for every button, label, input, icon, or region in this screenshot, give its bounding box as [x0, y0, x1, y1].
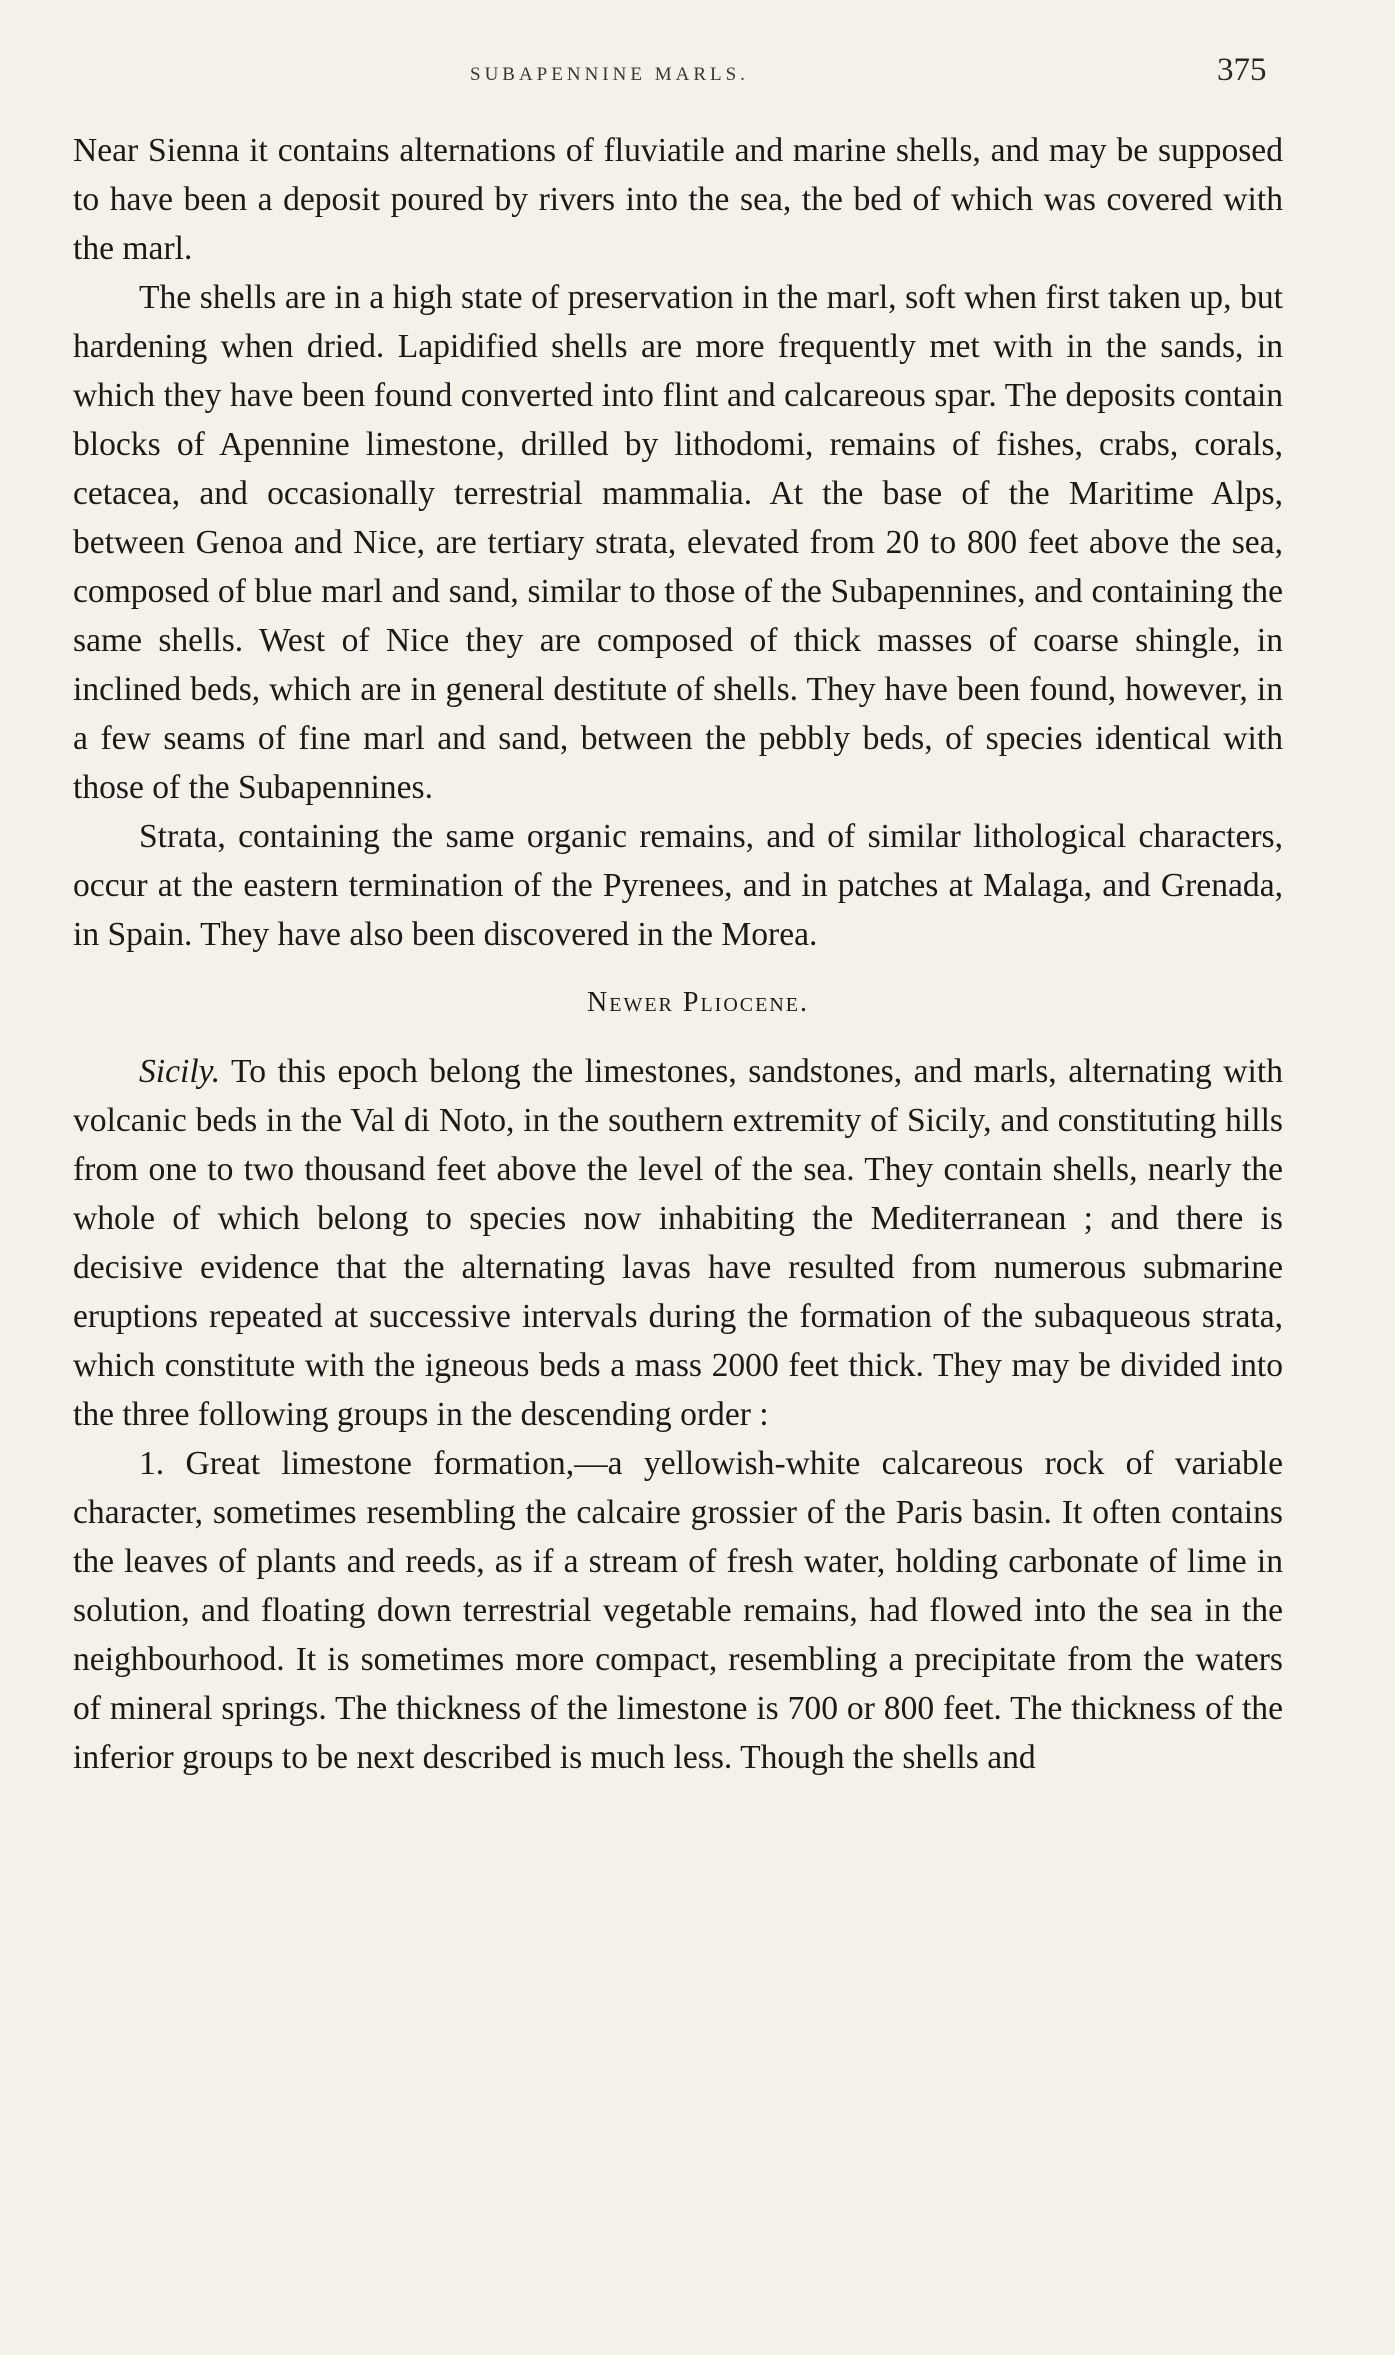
paragraph-sicily — [73, 1047, 1283, 1439]
paragraph-great-limestone: 1. Great limestone formation,—a yellowish-white calcareous rock of variable character, sometimes resembling the calcaire grossier of the Paris basin. It often contains the leaves of plants and reeds, as if a stream of fresh water, holding carbonate of lime in solution, and floating down terrestrial vegetable remains, had flowed into the sea in the neighbourhood. It is sometimes more compact, resembling a precipitate from the waters of mineral springs. The thickness of the limestone is 700 or 800 feet. The thickness of the inferior groups to be next described is much less. Though the shells and — [73, 1445, 1283, 1776]
body-text — [73, 126, 1283, 1782]
paragraph-shells-preservation: The shells are in a high state of preservation in the marl, soft when first taken up, but hardening when dried. Lapidified shells are more frequently met with in the sands, in which they have been found converted into flint and calcareous spar. The deposits contain blocks of Apennine limestone, drilled by lithodomi, remains of fishes, crabs, corals, cetacea, and occasionally terrestrial mammalia. At the base of the Maritime Alps, between Genoa and Nice, are tertiary strata, elevated from 20 to 800 feet above the sea, composed of blue marl and sand, similar to those of the Subapennines, and containing the same shells. West of Nice they are composed of thick masses of coarse shingle, in inclined beds, which are in general destitute of shells. They have been found, however, in a few seams of fine marl and sand, between the pebbly beds, of species identical with those of the Subapennines. — [73, 279, 1283, 806]
sicily-lead: Sicily. — [139, 1053, 221, 1090]
paragraph-strata-pyrenees: Strata, containing the same organic remains, and of similar lithological characters, occur at the eastern termination of the Pyrenees, and in patches at Malaga, and Grenada, in Spain. They have also been discovered in the Morea. — [73, 818, 1283, 953]
running-title: SUBAPENNINE MARLS. — [470, 64, 749, 85]
sicily-text: To this epoch belong the limestones, sandstones, and marls, alternating with volcanic beds in the Val di Noto, in the southern extremity of Sicily, and constituting hills from one to two thousand feet above the level of the sea. They contain shells, nearly the whole of which belong to species now inhabiting the Mediterranean ; and there is decisive evidence that the alternating lavas have resulted from numerous submarine eruptions repeated at successive intervals during the formation of the subaqueous strata, which constitute with the igneous beds a mass 2000 feet thick. They may be divided into the three following groups in the descending order : — [73, 1053, 1283, 1433]
running-head — [0, 52, 1395, 92]
page-number: 375 — [1217, 52, 1267, 88]
section-heading: Newer Pliocene. — [587, 987, 809, 1018]
paragraph-sienna: Near Sienna it contains alternations of fluviatile and marine shells, and may be supposed to have been a deposit poured by rivers into the sea, the bed of which was covered with the marl. — [73, 132, 1283, 267]
